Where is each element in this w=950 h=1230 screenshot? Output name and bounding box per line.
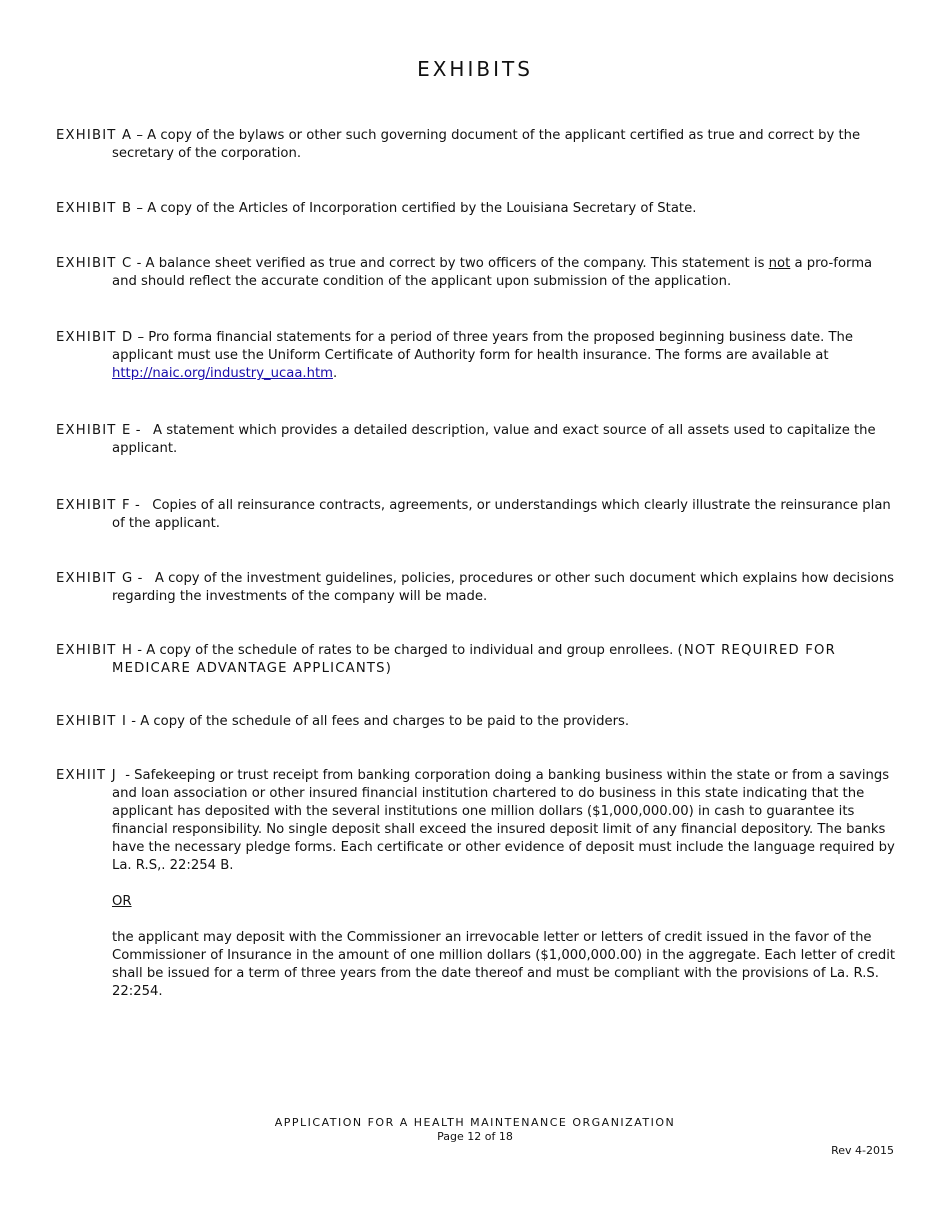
exhibit-j-or: OR	[112, 894, 132, 909]
exhibit-c-text-2: a pro-forma and should reflect the accurate condition of the applicant upon submission of the application.	[112, 256, 873, 289]
exhibit-c: EXHIBIT C - A balance sheet verified as true and correct by two officers of the company. This statement is not a pro-forma and should reflect the accurate condition of the applicant upon submission of the application.	[56, 256, 873, 289]
page-number: Page 12 of 18	[437, 1130, 513, 1143]
exhibit-g-text: A copy of the investment guidelines, policies, procedures or other such document which explains how decisions regarding the investments of the company will be made.	[112, 571, 895, 604]
exhibit-j: EXHIIT J - Safekeeping or trust receipt from banking corporation doing a banking business within the state or from a savings and loan association or other insured financial institution chartered to do business in this state indicating that the applicant has deposited with the several institutions one million dollars ($1,000,000.00) in cash to guarantee its financial responsibility. No single deposit shall exceed the insured deposit limit of any financial depository. The banks have the necessary pledge forms. Each certificate or other evidence of deposit must include the language required by La. R.S,. 22:254 B. OR the applicant may deposit with the Commissioner an irrevocable letter or letters of credit issued in the favor of the Commissioner of Insurance in the amount of one million dollars ($1,000,000.00) in the aggregate. Each letter of credit shall be issued for a term of three years from the date thereof and must be compliant with the provisions of La. R.S. 22:254.	[56, 768, 896, 999]
exhibit-e: EXHIBIT E - A statement which provides a detailed description, value and exact source of all assets used to capitalize the applicant.	[56, 423, 876, 456]
exhibit-d-text: Pro forma financial statements for a period of three years from the proposed beginning business date. The applicant must use the Uniform Certificate of Authority form for health insurance. The forms are available at	[112, 330, 854, 363]
exhibit-b: EXHIBIT B – A copy of the Articles of Incorporation certified by the Louisiana Secretary of State.	[56, 201, 697, 216]
exhibit-i: EXHIBIT I - A copy of the schedule of all fees and charges to be paid to the providers.	[56, 714, 630, 729]
exhibit-e-label: EXHIBIT E	[56, 423, 132, 438]
exhibit-a-text: A copy of the bylaws or other such governing document of the applicant certified as true and correct by the secretary of the corporation.	[112, 128, 861, 161]
exhibit-h-note: (NOT REQUIRED FOR MEDICARE ADVANTAGE APPLICANTS)	[112, 643, 836, 676]
exhibit-j-alternative: the applicant may deposit with the Commissioner an irrevocable letter or letters of credit issued in the favor of the Commissioner of Insurance in the amount of one million dollars ($1,000,000.00) in the aggregate. Each letter of credit shall be issued for a term of three years from the date thereof and must be compliant with the provisions of La. R.S. 22:254.	[112, 930, 896, 999]
exhibit-h: EXHIBIT H - A copy of the schedule of rates to be charged to individual and group enrollees. (NOT REQUIRED FOR MEDICARE ADVANTAGE APPLICANTS)	[56, 643, 836, 676]
exhibit-d-label: EXHIBIT D	[56, 330, 134, 345]
exhibit-i-label: EXHIBIT I	[56, 714, 128, 729]
exhibit-c-label: EXHIBIT C	[56, 256, 133, 271]
footer	[0, 1116, 950, 1144]
exhibit-b-label: EXHIBIT B	[56, 201, 133, 216]
exhibit-d: EXHIBIT D – Pro forma financial statements for a period of three years from the proposed beginning business date. The applicant must use the Uniform Certificate of Authority form for health insurance. The forms are available at http://naic.org/industry_ucaa.htm.	[56, 330, 854, 381]
revision-label: Rev 4-2015	[831, 1144, 894, 1157]
exhibit-h-text: A copy of the schedule of rates to be charged to individual and group enrollees.	[146, 643, 678, 658]
page-title: EXHIBITS	[417, 57, 533, 81]
exhibit-f-label: EXHIBIT F	[56, 498, 131, 513]
exhibit-g-label: EXHIBIT G	[56, 571, 134, 586]
exhibit-a: EXHIBIT A – A copy of the bylaws or other such governing document of the applicant certified as true and correct by the secretary of the corporation.	[56, 128, 861, 161]
exhibit-g: EXHIBIT G - A copy of the investment guidelines, policies, procedures or other such document which explains how decisions regarding the investments of the company will be made.	[56, 571, 895, 604]
exhibit-c-emphasis: not	[768, 256, 791, 271]
exhibit-f: EXHIBIT F - Copies of all reinsurance contracts, agreements, or understandings which clearly illustrate the reinsurance plan of the applicant.	[56, 498, 891, 531]
exhibit-i-text: A copy of the schedule of all fees and charges to be paid to the providers.	[140, 714, 630, 729]
exhibit-e-text: A statement which provides a detailed description, value and exact source of all assets used to capitalize the applicant.	[112, 423, 876, 456]
exhibit-h-label: EXHIBIT H	[56, 643, 134, 658]
naic-link[interactable]: http://naic.org/industry_ucaa.htm	[112, 366, 333, 381]
footer-title: APPLICATION FOR A HEALTH MAINTENANCE ORGANIZATION	[274, 1116, 676, 1129]
exhibit-j-text: Safekeeping or trust receipt from banking corporation doing a banking business within the state or from a savings and loan association or other insured financial institution chartered to do business in this state indicating that the applicant has deposited with the several institutions one million dollars ($1,000,000.00) in cash to guarantee its financial responsibility. No single deposit shall exceed the insured deposit limit of any financial depository. The banks have the necessary pledge forms. Each certificate or other evidence of deposit must include the language required by La. R.S,. 22:254 B.	[112, 768, 895, 873]
exhibit-b-text: A copy of the Articles of Incorporation certified by the Louisiana Secretary of State.	[147, 201, 697, 216]
exhibit-j-label: EXHIIT J	[56, 768, 117, 783]
exhibit-c-text-1: A balance sheet verified as true and correct by two officers of the company. This statement is	[145, 256, 769, 271]
exhibit-a-label: EXHIBIT A	[56, 128, 133, 143]
exhibit-f-text: Copies of all reinsurance contracts, agreements, or understandings which clearly illustrate the reinsurance plan of the applicant.	[112, 498, 891, 531]
